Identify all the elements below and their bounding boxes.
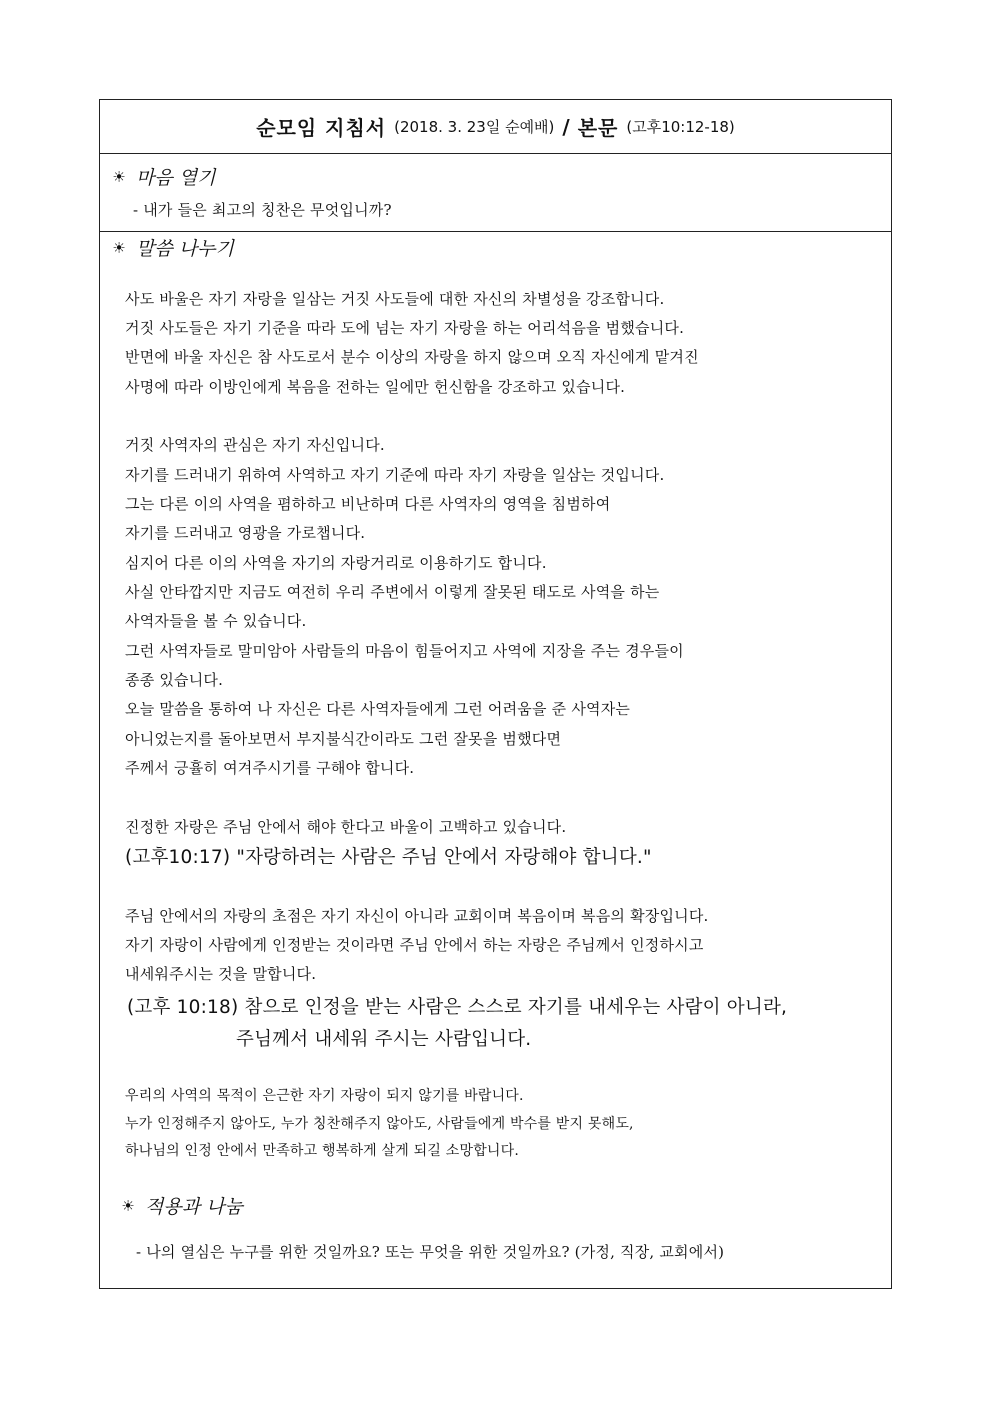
paragraph-line: 하나님의 인정 안에서 만족하고 행복하게 살게 되길 소망합니다. — [125, 1143, 520, 1159]
sun-icon: ☀ — [112, 167, 126, 186]
section-apply-heading — [117, 1192, 243, 1219]
scripture-quote: 주님께서 내세워 주시는 사람입니다. — [236, 1029, 532, 1050]
paragraph-line: 자기를 드러내기 위하여 사역하고 자기 기준에 따라 자기 자랑을 일삼는 것입니다. — [125, 466, 665, 484]
paragraph-line: 주께서 긍휼히 여겨주시기를 구해야 합니다. — [125, 759, 415, 777]
paragraph-line: 심지어 다른 이의 사역을 자기의 자랑거리로 이용하기도 합니다. — [125, 554, 547, 572]
paragraph-line: 거짓 사역자의 관심은 자기 자신입니다. — [125, 436, 385, 454]
scripture-quote: (고후10:17) "자랑하려는 사람은 주님 안에서 자랑해야 합니다." — [125, 847, 652, 868]
scripture-reference: (고후10:12-18) — [626, 118, 735, 136]
text-label: 본문 — [577, 116, 619, 140]
paragraph-line: 진정한 자랑은 주님 안에서 해야 한다고 바울이 고백하고 있습니다. — [125, 818, 567, 836]
service-date: (2018. 3. 23일 순예배) — [394, 118, 555, 136]
scripture-quote: (고후 10:18) 참으로 인정을 받는 사람은 스스로 자기를 내세우는 사람이 아니라, — [127, 997, 788, 1018]
paragraph-line: 우리의 사역의 목적이 은근한 자기 자랑이 되지 않기를 바랍니다. — [125, 1088, 524, 1104]
title-separator: / — [562, 114, 570, 139]
paragraph-line: 거짓 사도들은 자기 기준을 따라 도에 넘는 자기 자랑을 하는 어리석음을 범했습니다. — [125, 319, 685, 337]
paragraph-line: 사명에 따라 이방인에게 복음을 전하는 일에만 헌신함을 강조하고 있습니다. — [125, 378, 626, 396]
paragraph-line: 내세워주시는 것을 말합니다. — [125, 965, 317, 983]
sun-icon: ☀ — [121, 1196, 135, 1215]
sun-icon: ☀ — [112, 238, 126, 257]
paragraph-line: 누가 인정해주지 않아도, 누가 칭찬해주지 않아도, 사람들에게 박수를 받지 못해도, — [125, 1116, 634, 1132]
paragraph-line: 사역자들을 볼 수 있습니다. — [125, 612, 307, 630]
section-open-title: 마음 열기 — [136, 167, 216, 189]
open-question: - 내가 들은 최고의 칭찬은 무엇입니까? — [133, 201, 392, 219]
paragraph-line: 자기를 드러내고 영광을 가로챕니다. — [125, 524, 366, 542]
paragraph-line: 사도 바울은 자기 자랑을 일삼는 거짓 사도들에 대한 자신의 차별성을 강조합니다. — [125, 290, 665, 308]
document-title: 순모임 지침서 — [256, 116, 387, 140]
paragraph-line: 아니었는지를 돌아보면서 부지불식간이라도 그런 잘못을 범했다면 — [125, 730, 562, 748]
paragraph-line: 반면에 바울 자신은 참 사도로서 분수 이상의 자랑을 하지 않으며 오직 자신에게 맡겨진 — [125, 348, 699, 366]
section-open-heart — [100, 153, 891, 232]
paragraph-line: 오늘 말씀을 통하여 나 자신은 다른 사역자들에게 그런 어려움을 준 사역자는 — [125, 700, 631, 718]
section-open-heading — [108, 163, 215, 190]
section-apply-title: 적용과 나눔 — [145, 1196, 243, 1218]
title-row — [100, 100, 891, 154]
section-word-title: 말씀 나누기 — [136, 238, 234, 260]
document-frame — [99, 99, 892, 1289]
apply-question: - 나의 열심은 누구를 위한 것일까요? 또는 무엇을 위한 것일까요? (가정, 직장, 교회에서) — [136, 1243, 725, 1261]
paragraph-line: 그는 다른 이의 사역을 폄하하고 비난하며 다른 사역자의 영역을 침범하여 — [125, 495, 611, 513]
paragraph-line: 종종 있습니다. — [125, 671, 224, 689]
paragraph-line: 자기 자랑이 사람에게 인정받는 것이라면 주님 안에서 하는 자랑은 주님께서 인정하시고 — [125, 936, 704, 954]
section-word-heading — [108, 234, 234, 261]
paragraph-line: 사실 안타깝지만 지금도 여전히 우리 주변에서 이렇게 잘못된 태도로 사역을 하는 — [125, 583, 660, 601]
paragraph-line: 주님 안에서의 자랑의 초점은 자기 자신이 아니라 교회이며 복음이며 복음의 확장입니다. — [125, 907, 709, 925]
paragraph-line: 그런 사역자들로 말미암아 사람들의 마음이 힘들어지고 사역에 지장을 주는 경우들이 — [125, 642, 684, 660]
